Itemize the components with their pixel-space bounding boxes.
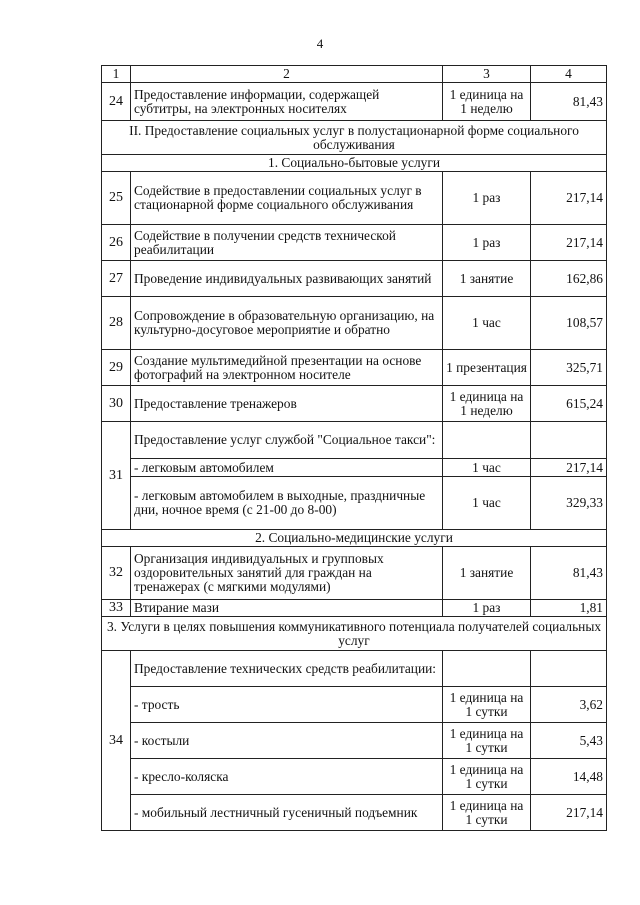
service-price: 5,43: [531, 723, 607, 759]
service-unit: 1 час: [443, 459, 531, 477]
section-title: II. Предоставление социальных услуг в полустационарной форме социального обслуживания: [102, 121, 607, 155]
header-cell-2: 2: [131, 66, 443, 83]
service-price: 217,14: [531, 459, 607, 477]
service-unit: 1 единица на 1 сутки: [443, 795, 531, 831]
service-name: Сопровождение в образовательную организацию, на культурно-досуговое мероприятие и обратно: [131, 297, 443, 350]
service-price: 217,14: [531, 225, 607, 261]
tariff-table: [101, 65, 607, 831]
service-unit: 1 единица на 1 сутки: [443, 759, 531, 795]
header-row: [102, 66, 607, 83]
page-number: 4: [316, 36, 324, 51]
table-subrow: [102, 477, 607, 530]
table-row-24: [102, 83, 607, 121]
service-unit: 1 презентация: [443, 350, 531, 386]
service-price: 81,43: [531, 83, 607, 121]
row-number: 25: [102, 172, 131, 225]
service-unit: 1 занятие: [443, 547, 531, 600]
row-number: 29: [102, 350, 131, 386]
service-name: - мобильный лестничный гусеничный подъемник: [131, 795, 443, 831]
service-name: Содействие в получении средств технической реабилитации: [131, 225, 443, 261]
service-name: Содействие в предоставлении социальных услуг в стационарной форме социального обслуживания: [131, 172, 443, 225]
service-name: - кресло-коляска: [131, 759, 443, 795]
section-row: [102, 121, 607, 155]
empty-cell: [443, 422, 531, 459]
service-unit: 1 единица на 1 неделю: [443, 83, 531, 121]
service-unit: 1 раз: [443, 600, 531, 617]
service-unit: 1 единица на 1 сутки: [443, 723, 531, 759]
empty-cell: [531, 422, 607, 459]
service-group-title: Предоставление услуг службой "Социальное такси":: [131, 422, 443, 459]
row-number: 31: [102, 422, 131, 530]
subsection-row: [102, 617, 607, 651]
service-unit: 1 час: [443, 477, 531, 530]
row-number: 33: [102, 600, 131, 617]
subsection-title: 3. Услуги в целях повышения коммуникативного потенциала получателей социальных услуг: [102, 617, 607, 651]
subsection-title: 2. Социально-медицинские услуги: [102, 530, 607, 547]
row-number: 30: [102, 386, 131, 422]
service-price: 81,43: [531, 547, 607, 600]
header-cell-3: 3: [443, 66, 531, 83]
service-price: 14,48: [531, 759, 607, 795]
table-row-31: [102, 422, 607, 459]
service-name: - трость: [131, 687, 443, 723]
service-price: 329,33: [531, 477, 607, 530]
table-subrow: [102, 687, 607, 723]
service-price: 3,62: [531, 687, 607, 723]
service-price: 615,24: [531, 386, 607, 422]
table-row-30: [102, 386, 607, 422]
service-name: Предоставление информации, содержащей субтитры, на электронных носителях: [131, 83, 443, 121]
service-group-title: Предоставление технических средств реабилитации:: [131, 651, 443, 687]
service-name: Создание мультимедийной презентации на основе фотографий на электронном носителе: [131, 350, 443, 386]
table-row-34: [102, 651, 607, 687]
service-name: Предоставление тренажеров: [131, 386, 443, 422]
table-subrow: [102, 795, 607, 831]
service-name: - костыли: [131, 723, 443, 759]
service-unit: 1 час: [443, 297, 531, 350]
subsection-row: [102, 530, 607, 547]
service-price: 1,81: [531, 600, 607, 617]
row-number: 26: [102, 225, 131, 261]
table-subrow: [102, 459, 607, 477]
service-name: - легковым автомобилем в выходные, праздничные дни, ночное время (с 21-00 до 8-00): [131, 477, 443, 530]
row-number: 32: [102, 547, 131, 600]
service-unit: 1 единица на 1 неделю: [443, 386, 531, 422]
service-name: Проведение индивидуальных развивающих занятий: [131, 261, 443, 297]
table-row-27: [102, 261, 607, 297]
service-name: Втирание мази: [131, 600, 443, 617]
row-number: 27: [102, 261, 131, 297]
table-subrow: [102, 723, 607, 759]
row-number: 24: [102, 83, 131, 121]
service-unit: 1 раз: [443, 172, 531, 225]
subsection-title: 1. Социально-бытовые услуги: [102, 155, 607, 172]
service-name: Организация индивидуальных и групповых оздоровительных занятий для граждан на тренажерах (с мягкими модулями): [131, 547, 443, 600]
service-price: 108,57: [531, 297, 607, 350]
empty-cell: [443, 651, 531, 687]
service-price: 162,86: [531, 261, 607, 297]
table-row-28: [102, 297, 607, 350]
table-row-32: [102, 547, 607, 600]
table-row-26: [102, 225, 607, 261]
row-number: 28: [102, 297, 131, 350]
service-price: 217,14: [531, 172, 607, 225]
table-subrow: [102, 759, 607, 795]
subsection-row: [102, 155, 607, 172]
service-name: - легковым автомобилем: [131, 459, 443, 477]
service-price: 325,71: [531, 350, 607, 386]
header-cell-1: 1: [102, 66, 131, 83]
service-unit: 1 раз: [443, 225, 531, 261]
table-row-29: [102, 350, 607, 386]
table-row-25: [102, 172, 607, 225]
empty-cell: [531, 651, 607, 687]
service-price: 217,14: [531, 795, 607, 831]
row-number: 34: [102, 651, 131, 831]
service-unit: 1 единица на 1 сутки: [443, 687, 531, 723]
header-cell-4: 4: [531, 66, 607, 83]
service-unit: 1 занятие: [443, 261, 531, 297]
table-row-33: [102, 600, 607, 617]
